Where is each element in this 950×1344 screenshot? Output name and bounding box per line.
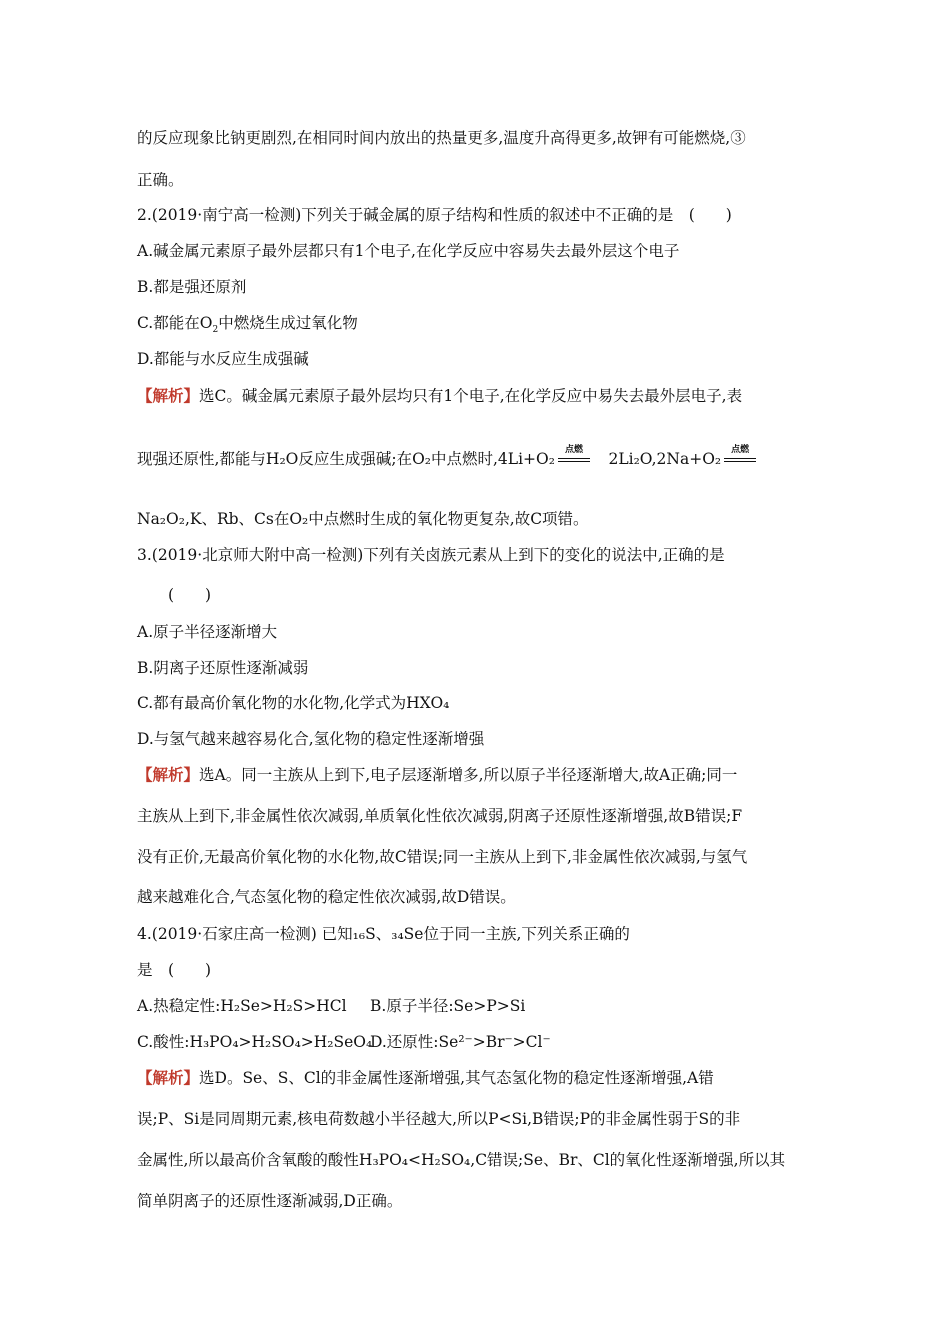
question-4-option-c: C.酸性:H₃PO₄>H₂SO₄>H₂SeO₄ <box>137 1033 373 1051</box>
question-3-stem: 3.(2019·北京师大附中高一检测)下列有关卤族元素从上到下的变化的说法中,正确的是 <box>137 546 725 564</box>
question-3-option-c: C.都有最高价氧化物的水化物,化学式为HXO₄ <box>137 694 450 712</box>
question-3-paren: ( ) <box>168 586 212 604</box>
text-line: 金属性,所以最高价含氧酸的酸性H₃PO₄<H₂SO₄,C错误;Se、Br、Cl的氧化性逐渐增强,所以其 <box>137 1151 786 1169</box>
question-4-stem-cont: 是 ( ) <box>137 961 212 979</box>
question-4-option-a: A.热稳定性:H₂Se>H₂S>HCl <box>137 997 347 1015</box>
text-line: 没有正价,无最高价氧化物的水化物,故C错误;同一主族从上到下,非金属性依次减弱,与氢气 <box>137 848 748 866</box>
text-line: 越来越难化合,气态氢化物的稳定性依次减弱,故D错误。 <box>137 888 516 906</box>
text-line: 误;P、Si是同周期元素,核电荷数越小半径越大,所以P<Si,B错误;P的非金属性弱于S的非 <box>137 1110 741 1128</box>
question-3-option-b: B.阴离子还原性逐渐减弱 <box>137 659 309 677</box>
question-3-analysis: 【解析】选A。同一主族从上到下,电子层逐渐增多,所以原子半径逐渐增大,故A正确;同一 <box>137 765 738 784</box>
question-3-option-a: A.原子半径逐渐增大 <box>137 623 278 641</box>
question-4-option-b: B.原子半径:Se>P>Si <box>370 997 526 1015</box>
analysis-tag: 【解析】 <box>137 1068 200 1087</box>
analysis-tag: 【解析】 <box>137 765 200 784</box>
analysis-tag: 【解析】 <box>137 386 200 405</box>
question-4-option-d: D.还原性:Se²⁻>Br⁻>Cl⁻ <box>370 1033 551 1051</box>
reaction-arrow: 点燃 <box>723 450 757 470</box>
text-line: Na₂O₂,K、Rb、Cs在O₂中点燃时生成的氧化物更复杂,故C项错。 <box>137 510 589 528</box>
text-line: 简单阴离子的还原性逐渐减弱,D正确。 <box>137 1192 403 1210</box>
text-line: 正确。 <box>137 171 184 189</box>
text-line: 的反应现象比钠更剧烈,在相同时间内放出的热量更多,温度升高得更多,故钾有可能燃烧,③ <box>137 129 746 147</box>
question-2-option-c: C.都能在$O_2$中燃烧生成过氧化物 <box>137 314 358 336</box>
reaction-arrow: 点燃 <box>557 450 591 470</box>
question-4-analysis: 【解析】选D。Se、S、Cl的非金属性逐渐增强,其气态氢化物的稳定性逐渐增强,A错 <box>137 1068 714 1087</box>
question-2-option-a: A.碱金属元素原子最外层都只有1个电子,在化学反应中容易失去最外层这个电子 <box>137 242 680 260</box>
reaction-line: 现强还原性,都能与H₂O反应生成强碱;在O₂中点燃时,4Li+O₂ 点燃 2Li₂O,2Na+O₂ 点燃 <box>137 449 759 470</box>
question-2-option-b: B.都是强还原剂 <box>137 278 247 296</box>
question-2-option-d: D.都能与水反应生成强碱 <box>137 350 309 368</box>
question-2-stem: 2.(2019·南宁高一检测)下列关于碱金属的原子结构和性质的叙述中不正确的是 ( ) <box>137 206 732 224</box>
question-4-stem: 4.(2019·石家庄高一检测) 已知₁₆S、₃₄Se位于同一主族,下列关系正确的 <box>137 925 630 943</box>
question-2-analysis: 【解析】选C。碱金属元素原子最外层均只有1个电子,在化学反应中易失去最外层电子,表 <box>137 386 743 405</box>
text-line: 主族从上到下,非金属性依次减弱,单质氧化性依次减弱,阴离子还原性逐渐增强,故B错误;F <box>137 807 743 825</box>
question-3-option-d: D.与氢气越来越容易化合,氢化物的稳定性逐渐增强 <box>137 730 485 748</box>
